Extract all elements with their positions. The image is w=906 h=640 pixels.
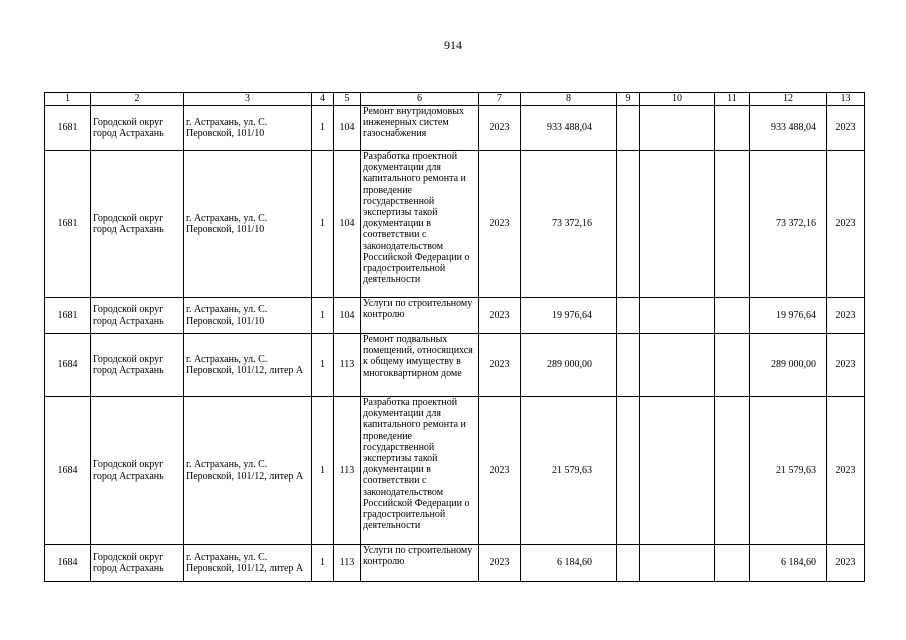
work-type-cell: Услуги по строительному контролю <box>361 298 479 334</box>
col9-cell <box>617 151 640 298</box>
col10-cell <box>640 151 715 298</box>
col12-cell: 19 976,64 <box>750 298 827 334</box>
address-cell: г. Астрахань, ул. С. Перовской, 101/10 <box>184 106 312 151</box>
col13-cell: 2023 <box>827 106 865 151</box>
house-number-cell: 1684 <box>45 334 91 397</box>
table-row <box>45 106 865 151</box>
col10-cell <box>640 298 715 334</box>
year-cell: 2023 <box>479 334 521 397</box>
column-header: 2 <box>91 93 184 106</box>
col10-cell <box>640 334 715 397</box>
address-cell: г. Астрахань, ул. С. Перовской, 101/12, литер А <box>184 334 312 397</box>
municipality-cell: Городской округ город Астрахань <box>91 334 184 397</box>
column-header: 12 <box>750 93 827 106</box>
col10-cell <box>640 397 715 545</box>
column-header: 8 <box>521 93 617 106</box>
col11-cell <box>715 397 750 545</box>
municipality-cell: Городской округ город Астрахань <box>91 298 184 334</box>
col13-cell: 2023 <box>827 397 865 545</box>
house-number-cell: 1681 <box>45 151 91 298</box>
col13-cell: 2023 <box>827 298 865 334</box>
column-number-header <box>45 93 865 106</box>
col10-cell <box>640 545 715 582</box>
table-row <box>45 334 865 397</box>
work-type-cell: Разработка проектной документации для капитального ремонта и проведение государственной экспертизы такой документации в соответствии с законодательством Российской Федерации о градостроительной деятельности <box>361 151 479 298</box>
total-cost-cell: 289 000,00 <box>521 334 617 397</box>
work-type-cell: Разработка проектной документации для капитального ремонта и проведение государственной экспертизы такой документации в соответствии с законодательством Российской Федерации о градостроительной деятельности <box>361 397 479 545</box>
col9-cell <box>617 106 640 151</box>
column-header: 4 <box>312 93 334 106</box>
col5-cell: 113 <box>334 545 361 582</box>
year-cell: 2023 <box>479 298 521 334</box>
col5-cell: 113 <box>334 334 361 397</box>
house-number-cell: 1684 <box>45 397 91 545</box>
work-type-cell: Ремонт подвальных помещений, относящихся к общему имуществу в многоквартирном доме <box>361 334 479 397</box>
col4-cell: 1 <box>312 397 334 545</box>
table-row <box>45 151 865 298</box>
column-header: 3 <box>184 93 312 106</box>
col12-cell: 73 372,16 <box>750 151 827 298</box>
col4-cell: 1 <box>312 151 334 298</box>
col13-cell: 2023 <box>827 151 865 298</box>
col4-cell: 1 <box>312 106 334 151</box>
total-cost-cell: 933 488,04 <box>521 106 617 151</box>
col11-cell <box>715 545 750 582</box>
table-row <box>45 397 865 545</box>
column-header: 5 <box>334 93 361 106</box>
col4-cell: 1 <box>312 545 334 582</box>
house-number-cell: 1681 <box>45 106 91 151</box>
address-cell: г. Астрахань, ул. С. Перовской, 101/10 <box>184 298 312 334</box>
page-number: 914 <box>444 38 462 52</box>
table-row <box>45 298 865 334</box>
municipality-cell: Городской округ город Астрахань <box>91 151 184 298</box>
year-cell: 2023 <box>479 151 521 298</box>
repair-schedule-table <box>44 92 865 582</box>
col5-cell: 113 <box>334 397 361 545</box>
municipality-cell: Городской округ город Астрахань <box>91 545 184 582</box>
col9-cell <box>617 298 640 334</box>
column-header: 9 <box>617 93 640 106</box>
col12-cell: 6 184,60 <box>750 545 827 582</box>
total-cost-cell: 19 976,64 <box>521 298 617 334</box>
col11-cell <box>715 334 750 397</box>
column-header: 13 <box>827 93 865 106</box>
year-cell: 2023 <box>479 397 521 545</box>
col9-cell <box>617 545 640 582</box>
col5-cell: 104 <box>334 298 361 334</box>
total-cost-cell: 21 579,63 <box>521 397 617 545</box>
municipality-cell: Городской округ город Астрахань <box>91 397 184 545</box>
column-header: 11 <box>715 93 750 106</box>
work-type-cell: Ремонт внутридомовых инженерных систем газоснабжения <box>361 106 479 151</box>
col12-cell: 21 579,63 <box>750 397 827 545</box>
col12-cell: 933 488,04 <box>750 106 827 151</box>
table-row <box>45 545 865 582</box>
header-row <box>45 93 865 106</box>
year-cell: 2023 <box>479 545 521 582</box>
work-type-cell: Услуги по строительному контролю <box>361 545 479 582</box>
house-number-cell: 1684 <box>45 545 91 582</box>
col4-cell: 1 <box>312 298 334 334</box>
col4-cell: 1 <box>312 334 334 397</box>
col10-cell <box>640 106 715 151</box>
address-cell: г. Астрахань, ул. С. Перовской, 101/12, литер А <box>184 545 312 582</box>
col11-cell <box>715 151 750 298</box>
col13-cell: 2023 <box>827 545 865 582</box>
col5-cell: 104 <box>334 151 361 298</box>
col11-cell <box>715 298 750 334</box>
column-header: 6 <box>361 93 479 106</box>
column-header: 7 <box>479 93 521 106</box>
total-cost-cell: 6 184,60 <box>521 545 617 582</box>
col11-cell <box>715 106 750 151</box>
column-header: 1 <box>45 93 91 106</box>
address-cell: г. Астрахань, ул. С. Перовской, 101/12, литер А <box>184 397 312 545</box>
col9-cell <box>617 334 640 397</box>
house-number-cell: 1681 <box>45 298 91 334</box>
column-header: 10 <box>640 93 715 106</box>
col9-cell <box>617 397 640 545</box>
col13-cell: 2023 <box>827 334 865 397</box>
year-cell: 2023 <box>479 106 521 151</box>
col5-cell: 104 <box>334 106 361 151</box>
col12-cell: 289 000,00 <box>750 334 827 397</box>
municipality-cell: Городской округ город Астрахань <box>91 106 184 151</box>
address-cell: г. Астрахань, ул. С. Перовской, 101/10 <box>184 151 312 298</box>
total-cost-cell: 73 372,16 <box>521 151 617 298</box>
